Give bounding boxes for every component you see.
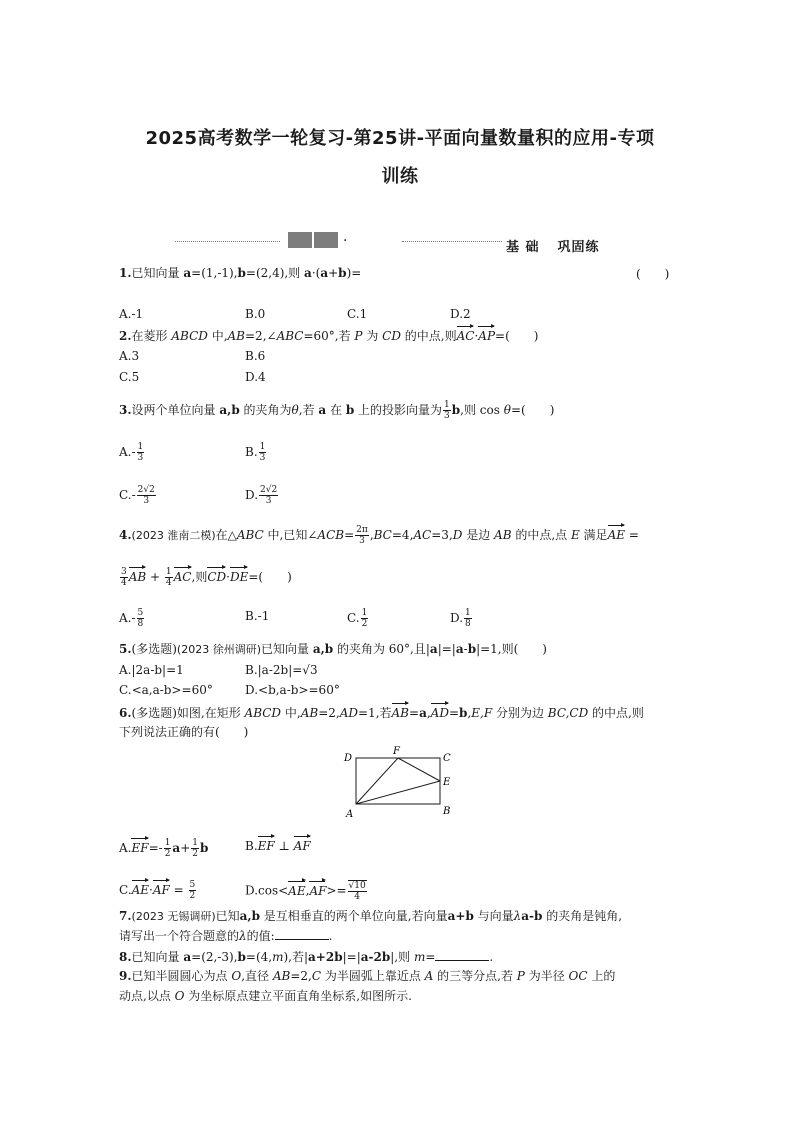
q4-option-a: A.- $\frac{5}{8}$	[119, 608, 144, 629]
q4-option-c: C. $\frac{1}{2}$	[347, 608, 368, 629]
segment-ef	[398, 758, 440, 781]
q5-option-a: A.|2a-b|=1	[119, 663, 184, 677]
q3-option-d: D. $\frac{2√2}{3}$	[245, 485, 278, 506]
page-title-line2: 训练	[381, 166, 419, 187]
question-6-line-2: 下列说法正确的有( )	[119, 725, 249, 739]
q3-option-b: B. $\frac{1}{3}$	[245, 442, 266, 463]
question-4: 4.(2023 淮南二模)在△ABC 中,已知∠ACB= $\frac{2\pi}{3}$ ,BC=4,AC=3,D 是边 AB 的中点,点 E 满足AE =	[119, 525, 639, 546]
q5-option-c: C.<a,a-b>=60°	[119, 683, 213, 697]
q2-option-a: A.3	[119, 349, 140, 363]
q1-option-a: A.-1	[119, 307, 144, 321]
segment-ae	[356, 781, 440, 804]
question-9-line-2: 动点,以点 O 为坐标原点建立平面直角坐标系,如图所示.	[119, 989, 412, 1003]
page-title-line1: 2025高考数学一轮复习-第25讲-平面向量数量积的应用-专项	[145, 128, 655, 149]
q4-option-d: D. $\frac{1}{8}$	[450, 608, 471, 629]
section-dot: ·	[343, 233, 348, 249]
q8-answer-blank[interactable]	[435, 948, 489, 961]
question-9: 9.已知半圆圆心为点 O,直径 AB=2,C 为半圆弧上靠近点 A 的三等分点,若 P 为半径 OC 上的	[119, 969, 616, 983]
section-word-1: 基 础	[506, 240, 540, 255]
question-7-line-2: 请写出一个符合题意的λ的值: .	[119, 929, 333, 943]
q6-option-b: B.EF ⊥ AF	[245, 839, 311, 853]
q6-option-c: C.AE·AF = $\frac{5}{2}$	[119, 880, 196, 901]
q2-option-b: B.6	[245, 349, 266, 363]
q1-option-d: D.2	[450, 307, 471, 321]
question-3: 3.设两个单位向量 a,b 的夹角为θ,若 a 在 b 上的投影向量为 $\frac{1}{3}$ b,则 cos θ=( )	[119, 400, 555, 421]
question-7: 7.(2023 无锡调研)已知a,b 是互相垂直的两个单位向量,若向量a+b 与向量λa-b 的夹角是钝角,	[119, 909, 623, 923]
question-8: 8.已知向量 a=(2,-3),b=(4,m),若|a+2b|=|a-2b|,则 m= .	[119, 950, 494, 964]
question-1: 1.已知向量 a=(1,-1),b=(2,4),则 a·(a+b)=	[119, 266, 362, 280]
section-block-1	[288, 232, 312, 248]
q2-option-c: C.5	[119, 370, 140, 384]
q1-option-c: C.1	[347, 307, 368, 321]
label-d: D	[344, 753, 353, 764]
q2-option-d: D.4	[245, 370, 266, 384]
dotted-rule-right	[402, 241, 502, 242]
q6-option-d: D.cos<AE,AF>= $\frac{√10}{4}$	[245, 881, 366, 902]
question-6: 6.(多选题)如图,在矩形 ABCD 中,AB=2,AD=1,若AB=a,AD=b,E,F 分别为边 BC,CD 的中点,则	[119, 706, 644, 720]
section-word-2: 巩固练	[557, 240, 600, 255]
label-f: F	[393, 746, 400, 757]
q4-option-b: B.-1	[245, 609, 270, 623]
q3-option-a: A.- $\frac{1}{3}$	[119, 442, 144, 463]
q3-option-c: C.- $\frac{2√2}{3}$	[119, 485, 155, 506]
q6-option-a: A.EF=- $\frac{1}{2}$ a+ $\frac{1}{2}$ b	[119, 838, 209, 859]
dotted-rule-left	[175, 241, 280, 242]
q1-option-b: B.0	[245, 307, 266, 321]
label-c: C	[443, 753, 451, 764]
question-5: 5.(多选题)(2023 徐州调研)已知向量 a,b 的夹角为 60°,且|a|=|a-b|=1,则( )	[119, 642, 547, 656]
question-2: 2.在菱形 ABCD 中,AB=2,∠ABC=60°,若 P 为 CD 的中点,则AC·AP=( )	[119, 329, 539, 343]
label-a: A	[346, 809, 354, 820]
q5-option-d: D.<b,a-b>=60°	[245, 683, 340, 697]
question-4-line-2: $\frac{3}{4}$ AB + $\frac{1}{4}$ AC,则CD·DE=( )	[121, 567, 292, 588]
q7-answer-blank[interactable]	[275, 927, 329, 940]
section-block-2	[314, 232, 338, 248]
rectangle-figure	[340, 744, 470, 824]
label-b: B	[443, 806, 451, 817]
section-heading	[506, 236, 600, 255]
q5-option-b: B.|a-2b|=√3	[245, 663, 318, 677]
segment-af	[356, 758, 398, 804]
q1-answer-paren: ( )	[636, 267, 670, 281]
label-e: E	[443, 777, 451, 788]
rectangle-abcd	[356, 758, 440, 804]
